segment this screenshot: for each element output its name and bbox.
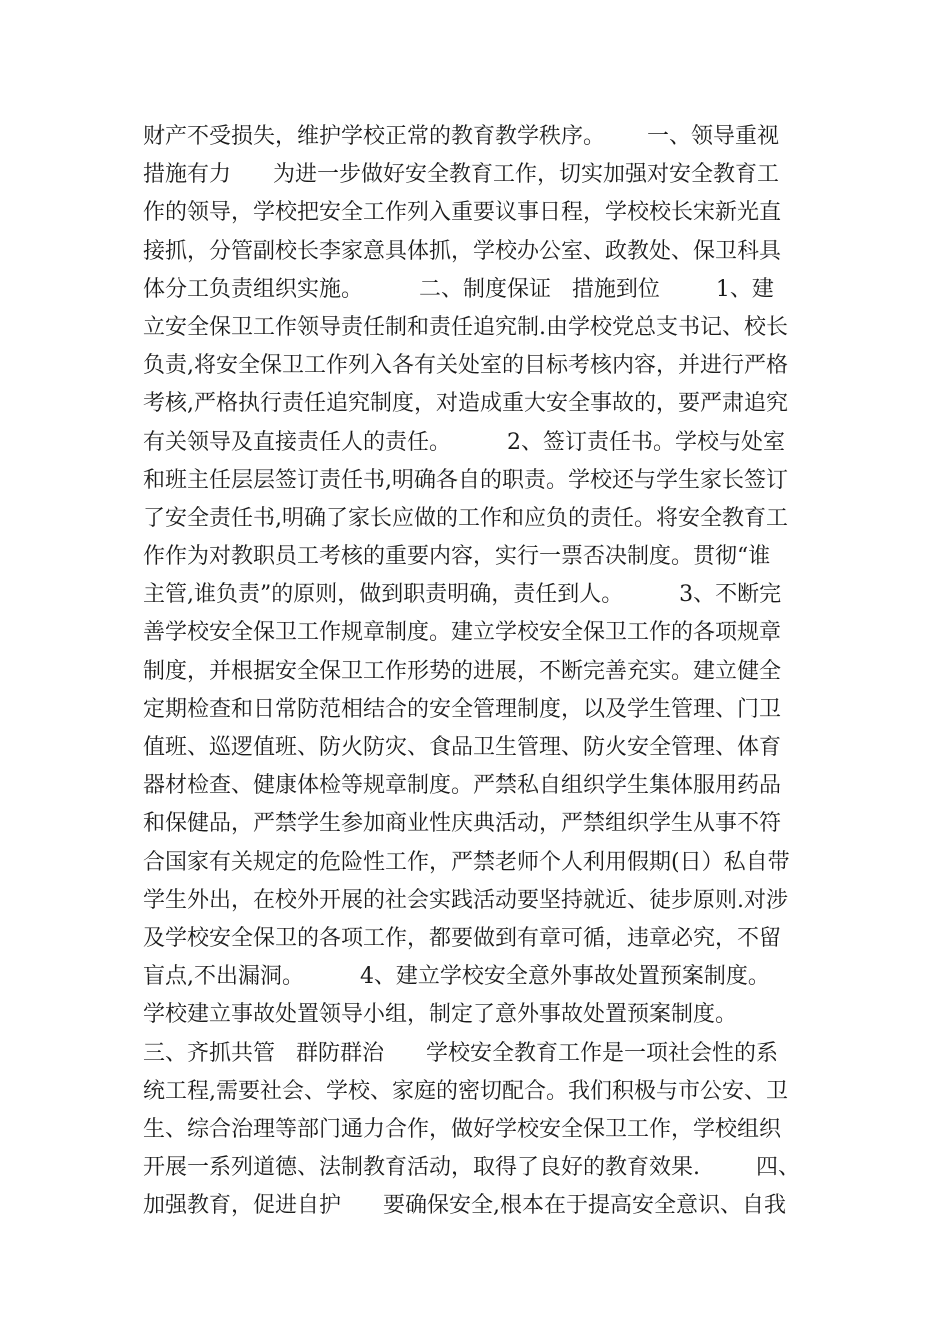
text-line: 了安全责任书,明确了家长应做的工作和应负的责任。将安全教育工: [143, 505, 788, 531]
text-line: 和保健品，严禁学生参加商业性庆典活动，严禁组织学生从事不符: [143, 811, 782, 837]
text-line: 考核,严格执行责任追究制度，对造成重大安全事故的，要严肃追究: [143, 391, 788, 417]
text-line: 合国家有关规定的危险性工作，严禁老师个人利用假期(日）私自带: [143, 849, 790, 875]
text-line: 三、齐抓共管 群防群治 学校安全教育工作是一项社会性的系: [143, 1040, 778, 1066]
text-line: 器材检查、健康体检等规章制度。严禁私自组织学生集体服用药品: [143, 773, 782, 799]
text-line: 加强教育，促进自护 要确保安全,根本在于提高安全意识、自我: [143, 1193, 786, 1219]
text-line: 统工程,需要社会、学校、家庭的密切配合。我们积极与市公安、卫: [143, 1078, 788, 1104]
text-line: 负责,将安全保卫工作列入各有关处室的目标考核内容，并进行严格: [143, 353, 788, 379]
text-line: 主管,谁负责”的原则，做到职责明确，责任到人。 3、不断完: [143, 582, 782, 608]
text-line: 制度，并根据安全保卫工作形势的进展，不断完善充实。建立健全: [143, 658, 782, 684]
text-line: 措施有力 为进一步做好安全教育工作，切实加强对安全教育工: [143, 162, 779, 188]
body-text: [143, 118, 823, 1225]
text-line: 有关领导及直接责任人的责任。 2、签订责任书。学校与处室: [143, 429, 785, 455]
text-line: 财产不受损失，维护学校正常的教育教学秩序。 一、领导重视: [143, 124, 779, 149]
text-line: 学生外出，在校外开展的社会实践活动要坚持就近、徒步原则.对涉: [143, 887, 788, 913]
text-line: 盲点,不出漏洞。 4、建立学校安全意外事故处置预案制度。: [143, 964, 770, 990]
text-line: 和班主任层层签订责任书,明确各自的职责。学校还与学生家长签订: [143, 467, 788, 493]
text-line: 作作为对教职员工考核的重要内容，实行一票否决制度。贯彻“谁: [143, 544, 771, 570]
text-line: 及学校安全保卫的各项工作，都要做到有章可循，违章必究，不留: [143, 925, 782, 951]
text-line: 善学校安全保卫工作规章制度。建立学校安全保卫工作的各项规章: [143, 620, 782, 646]
text-line: 学校建立事故处置领导小组，制定了意外事故处置预案制度。: [143, 1002, 738, 1028]
text-line: 开展一系列道德、法制教育活动，取得了良好的教育效果. 四、: [143, 1155, 800, 1181]
text-line: 体分工负责组织实施。 二、制度保证 措施到位 1、建: [143, 276, 774, 302]
text-line: 值班、巡逻值班、防火防灾、食品卫生管理、防火安全管理、体育: [143, 735, 782, 760]
text-line: 生、综合治理等部门通力合作，做好学校安全保卫工作，学校组织: [143, 1116, 782, 1142]
text-line: 作的领导，学校把安全工作列入重要议事日程，学校校长宋新光直: [143, 200, 782, 226]
text-line: 接抓，分管副校长李家意具体抓，学校办公室、政教处、保卫科具: [143, 238, 782, 264]
text-line: 定期检查和日常防范相结合的安全管理制度，以及学生管理、门卫: [143, 696, 782, 722]
text-line: 立安全保卫工作领导责任制和责任追究制.由学校党总支书记、校长: [143, 314, 788, 340]
